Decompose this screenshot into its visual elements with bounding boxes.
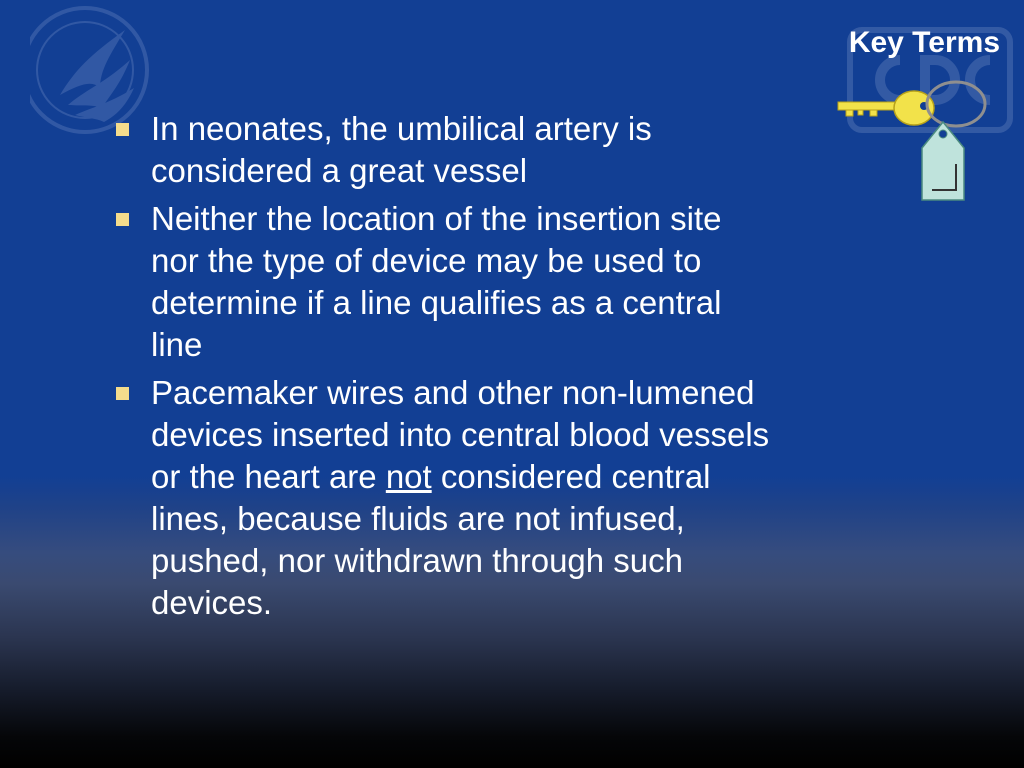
square-bullet-icon xyxy=(116,123,129,136)
bullet-line: line xyxy=(151,326,203,363)
bullet-line: In neonates, the umbilical artery is xyxy=(151,110,652,147)
square-bullet-icon xyxy=(116,213,129,226)
bullet-line-part: or the heart are xyxy=(151,458,386,495)
bullet-item xyxy=(112,372,912,624)
bullet-line: lines, because fluids are not infused, xyxy=(151,500,685,537)
bullet-item xyxy=(112,198,912,366)
bullet-line: Neither the location of the insertion site xyxy=(151,200,722,237)
bullet-line: devices. xyxy=(151,584,273,621)
bullet-list xyxy=(112,108,912,630)
bullet-line: Pacemaker wires and other non-lumened xyxy=(151,374,755,411)
bullet-line: nor the type of device may be used to xyxy=(151,242,702,279)
square-bullet-icon xyxy=(116,387,129,400)
emphasis-not: not xyxy=(385,458,432,495)
bullet-line: considered a great vessel xyxy=(151,152,528,189)
slide-title: Key Terms xyxy=(848,26,1000,59)
bullet-line: pushed, nor withdrawn through such xyxy=(151,542,683,579)
bullet-item xyxy=(112,108,912,192)
bullet-line-part: considered central xyxy=(431,458,711,495)
bullet-line: determine if a line qualifies as a central xyxy=(151,284,722,321)
bullet-line: devices inserted into central blood vessels xyxy=(151,416,770,453)
